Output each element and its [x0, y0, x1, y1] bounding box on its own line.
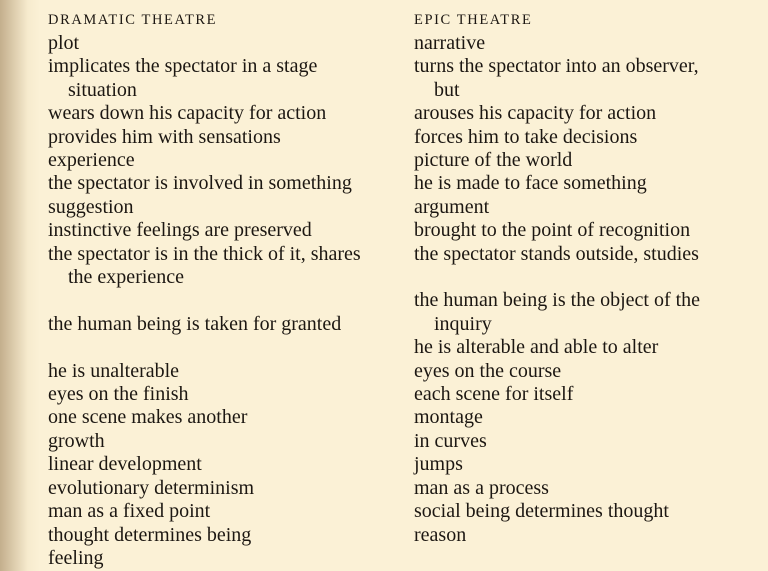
comparison-item: [48, 453, 388, 476]
item-text: implicates the spectator in a stage: [48, 55, 318, 78]
item-text: the spectator stands outside, studies: [414, 242, 699, 265]
comparison-item: [414, 32, 759, 55]
comparison-item: [414, 219, 759, 242]
item-text: in curves: [414, 429, 487, 452]
item-text-continuation: situation: [68, 78, 137, 101]
item-text: evolutionary determinism: [48, 476, 255, 499]
item-text: he is alterable and able to alter: [414, 336, 659, 359]
comparison-item: [414, 477, 759, 500]
comparison-item: [414, 430, 759, 453]
comparison-item: [414, 196, 759, 219]
comparison-item: [48, 149, 388, 172]
item-text-continuation: but: [434, 78, 460, 101]
column-heading-dramatic: DRAMATIC THEATRE: [48, 12, 218, 28]
item-text: reason: [414, 523, 467, 546]
comparison-item: [48, 55, 388, 102]
comparison-item: [414, 336, 759, 359]
column-heading-epic: EPIC THEATRE: [414, 12, 533, 28]
dramatic-theatre-list: [48, 32, 388, 570]
item-text: man as a process: [414, 476, 549, 499]
comparison-item: [414, 149, 759, 172]
item-text: brought to the point of recognition: [414, 219, 691, 242]
item-text: feeling: [48, 546, 104, 569]
comparison-item: [48, 360, 388, 383]
comparison-item: [48, 547, 388, 570]
comparison-item: [414, 406, 759, 429]
page-binding-shadow: [0, 0, 40, 571]
item-text: argument: [414, 195, 490, 218]
item-text: arouses his capacity for action: [414, 102, 657, 125]
item-text: eyes on the finish: [48, 383, 189, 406]
comparison-item: [414, 500, 759, 523]
item-text: thought determines being: [48, 523, 252, 546]
item-text: the spectator is in the thick of it, shares: [48, 242, 361, 265]
item-text: linear development: [48, 453, 202, 476]
item-text: the human being is taken for granted: [48, 312, 342, 335]
comparison-item: [48, 406, 388, 429]
item-text: instinctive feelings are preserved: [48, 219, 312, 242]
comparison-item: [48, 102, 388, 125]
comparison-item: [48, 477, 388, 500]
comparison-item: [48, 32, 388, 55]
comparison-item: [48, 243, 388, 290]
comparison-item: [414, 453, 759, 476]
item-text: the human being is the object of the: [414, 289, 701, 312]
item-text: provides him with sensations: [48, 125, 281, 148]
comparison-item: [414, 243, 759, 266]
comparison-item: [48, 126, 388, 149]
item-text: plot: [48, 32, 80, 54]
item-text: turns the spectator into an observer,: [414, 55, 699, 78]
comparison-item: [414, 55, 759, 102]
item-text: he is unalterable: [48, 359, 180, 382]
comparison-item: [414, 289, 759, 336]
item-text: growth: [48, 429, 105, 452]
comparison-item: [48, 500, 388, 523]
comparison-item: [48, 172, 388, 195]
item-text-continuation: inquiry: [434, 312, 492, 335]
comparison-item: [414, 383, 759, 406]
comparison-item: [48, 196, 388, 219]
item-text: montage: [414, 406, 483, 429]
item-text: the spectator is involved in something: [48, 172, 352, 195]
item-text: eyes on the course: [414, 359, 562, 382]
item-text: he is made to face something: [414, 172, 647, 195]
item-text: suggestion: [48, 195, 134, 218]
item-text: narrative: [414, 32, 486, 54]
comparison-item: [414, 126, 759, 149]
item-text: experience: [48, 149, 135, 172]
comparison-item: [48, 313, 388, 336]
comparison-item: [48, 219, 388, 242]
comparison-item: [48, 524, 388, 547]
item-text: picture of the world: [414, 149, 573, 172]
item-text: each scene for itself: [414, 383, 574, 406]
item-text: man as a fixed point: [48, 500, 211, 523]
item-text: wears down his capacity for action: [48, 102, 327, 125]
comparison-item: [414, 360, 759, 383]
item-text: jumps: [414, 453, 463, 476]
comparison-item: [48, 430, 388, 453]
comparison-item: [414, 102, 759, 125]
dramatic-theatre-column: [48, 10, 388, 570]
item-text: social being determines thought: [414, 500, 669, 523]
comparison-item: [48, 383, 388, 406]
comparison-item: [414, 524, 759, 547]
epic-theatre-column: [414, 10, 759, 547]
epic-theatre-list: [414, 32, 759, 547]
item-text: one scene makes another: [48, 406, 248, 429]
item-text: forces him to take decisions: [414, 125, 638, 148]
comparison-item: [414, 172, 759, 195]
item-text-continuation: the experience: [68, 266, 185, 289]
